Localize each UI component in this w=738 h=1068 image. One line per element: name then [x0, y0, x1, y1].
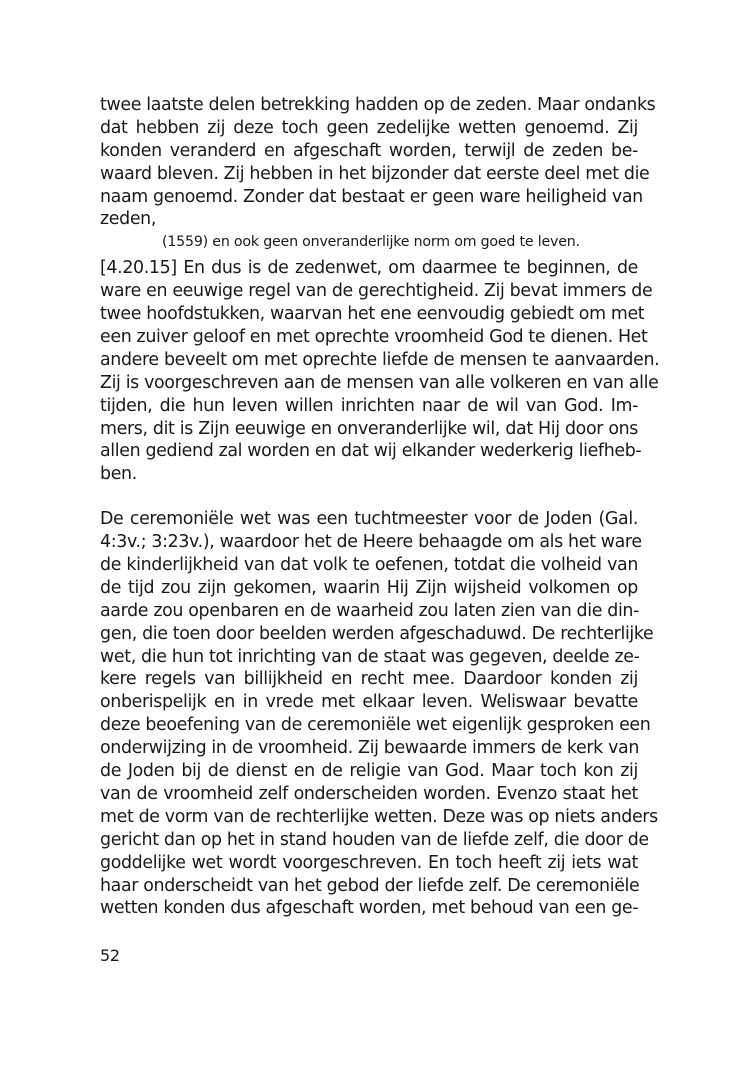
text-line: 4:3v.; 3:23v.), waardoor het de Heere behaagde om als het ware	[100, 532, 642, 553]
text-line: zeden,	[100, 209, 157, 230]
marginal-note: (1559) en ook geen onveranderlijke norm om goed te leven.	[162, 234, 580, 251]
text-line: twee hoofdstukken, waarvan het ene eenvoudig gebiedt om met	[100, 304, 645, 325]
text-line: konden veranderd en afgeschaft worden, terwijl de zeden be-	[100, 140, 638, 161]
text-line: naam genoemd. Zonder dat bestaat er geen ware heiligheid van	[100, 186, 643, 207]
text-line: twee laatste delen betrekking hadden op de zeden. Maar ondanks	[100, 95, 656, 115]
text-line: deze beoefening van de ceremoniële wet eigenlijk gesproken een	[100, 715, 651, 736]
text-line: onberispelijk en in vrede met elkaar leven. Weliswaar bevatte	[100, 692, 638, 713]
text-line: Zij is voorgeschreven aan de mensen van alle volkeren en van alle	[100, 372, 659, 393]
text-line: [4.20.15] En dus is de zedenwet, om daarmee te beginnen, de	[100, 258, 638, 279]
text-line: onderwijzing in de vroomheid. Zij bewaarde immers de kerk van	[100, 738, 639, 759]
text-line: goddelijke wet wordt voorgeschreven. En toch heeft zij iets wat	[100, 852, 638, 873]
paragraph-2	[100, 257, 660, 486]
text-line: wet, die hun tot inrichting van de staat was gegeven, deelde ze-	[100, 646, 640, 667]
text-line: aarde zou openbaren en de waarheid zou laten zien van die din-	[100, 600, 640, 621]
paragraph-gap	[100, 486, 638, 508]
text-line: een zuiver geloof en met oprechte vroomheid God te dienen. Het	[100, 327, 648, 348]
page-body	[100, 94, 660, 920]
text-line: kere regels van billijkheid en recht mee. Daardoor konden zij	[100, 669, 638, 690]
text-line: waard bleven. Zij hebben in het bijzonder dat eerste deel met die	[100, 163, 650, 184]
text-line: met de vorm van de rechterlijke wetten. Deze was op niets anders	[100, 806, 658, 827]
text-line: de tijd zou zijn gekomen, waarin Hij Zijn wijsheid volkomen op	[100, 577, 638, 598]
text-line: de Joden bij de dienst en de religie van God. Maar toch kon zij	[100, 761, 638, 782]
text-line: tijden, die hun leven willen inrichten naar de wil van God. Im-	[100, 395, 638, 416]
text-line: mers, dit is Zijn eeuwige en onveranderlijke wil, dat Hij door ons	[100, 418, 638, 439]
text-line: gen, die toen door beelden werden afgeschaduwd. De rechterlijke	[100, 623, 654, 644]
paragraph-1	[100, 94, 656, 231]
text-line: ben.	[100, 464, 137, 485]
text-line: haar onderscheidt van het gebod der liefde zelf. De ceremoniële	[100, 875, 640, 896]
text-line: gericht dan op het in stand houden van de liefde zelf, die door de	[100, 829, 649, 850]
text-line: van de vroomheid zelf onderscheiden worden. Evenzo staat het	[100, 783, 638, 804]
text-line: dat hebben zij deze toch geen zedelijke wetten genoemd. Zij	[100, 117, 638, 138]
page-number: 52	[100, 946, 120, 965]
text-line: andere beveelt om met oprechte liefde de mensen te aanvaarden.	[100, 349, 660, 370]
text-line: de kinderlijkheid van dat volk te oefenen, totdat die volheid van	[100, 555, 638, 576]
text-line: ware en eeuwige regel van de gerechtigheid. Zij bevat immers de	[100, 281, 653, 302]
text-line: wetten konden dus afgeschaft worden, met behoud van een ge-	[100, 898, 639, 919]
paragraph-3	[100, 508, 658, 920]
text-line: allen gediend zal worden en dat wij elkander wederkerig liefheb-	[100, 441, 642, 462]
text-line: De ceremoniële wet was een tuchtmeester voor de Joden (Gal.	[100, 509, 638, 530]
